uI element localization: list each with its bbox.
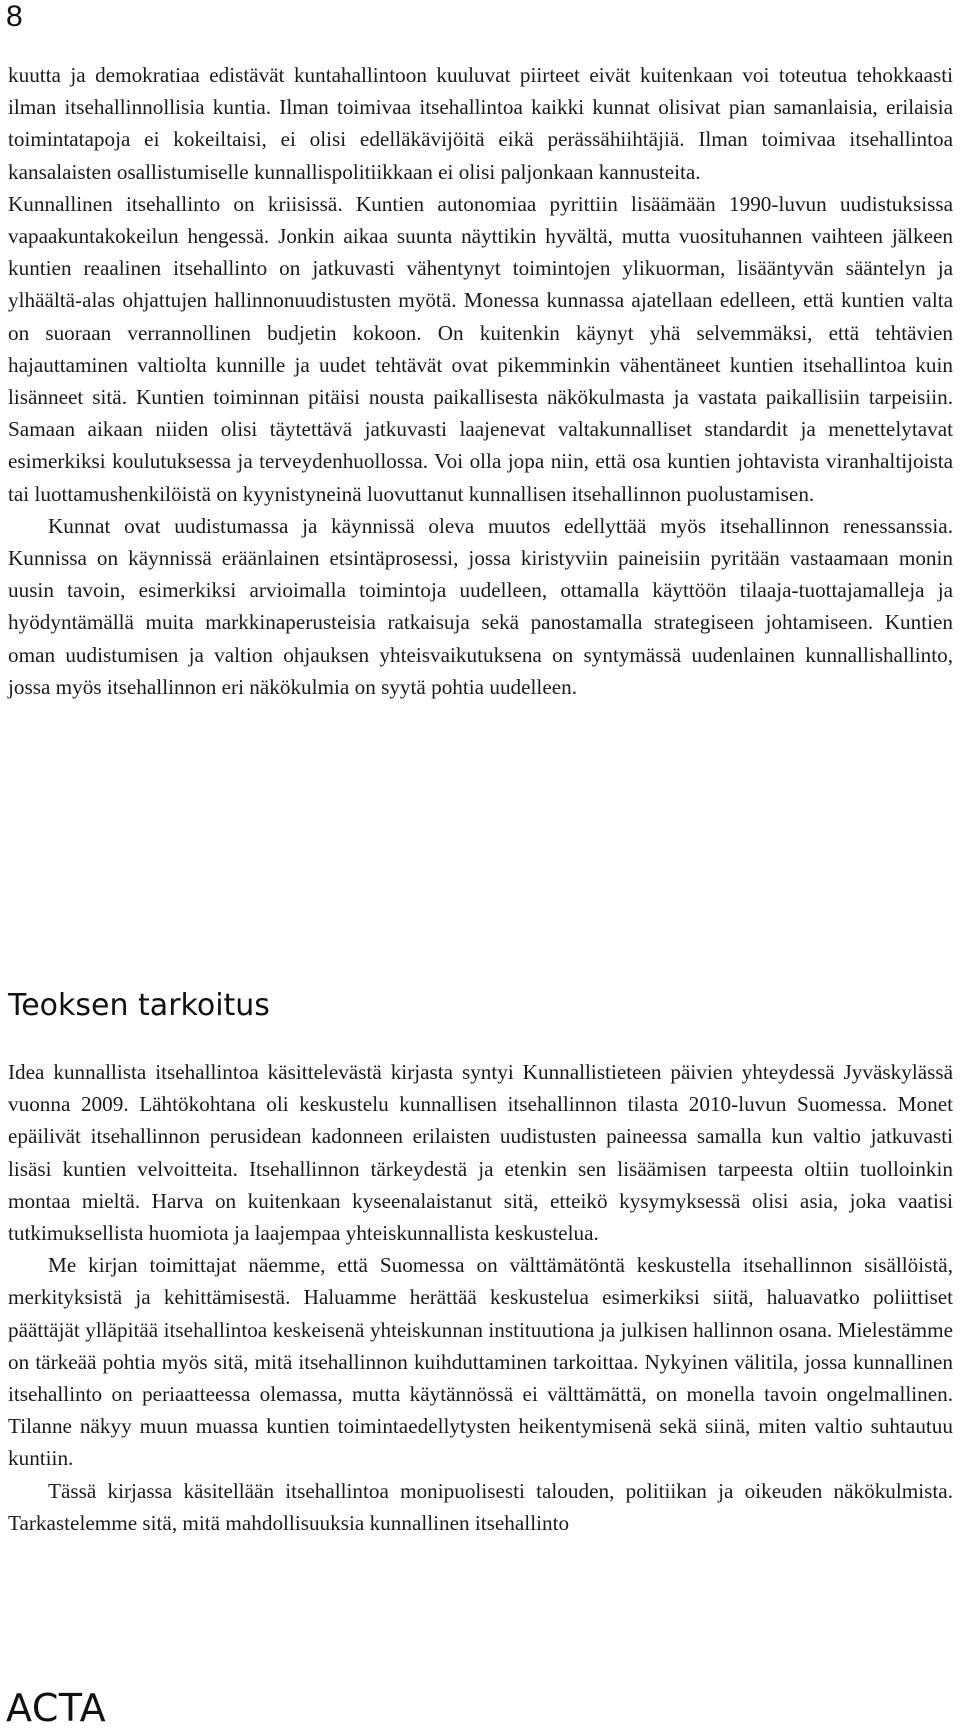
body-text-section-2 bbox=[8, 1056, 953, 1539]
paragraph: kuutta ja demokratiaa edistävät kuntahallintoon kuuluvat piirteet eivät kuitenkaan voi toteutua tehokkaasti ilman itsehallinnollisia kuntia. Ilman toimivaa itsehallintoa kaikki kunnat olisivat pian samanlaisia, erilaisia toimintatapoja ei kokeiltaisi, ei olisi edelläkävijöitä eikä perässähiihtäjiä. Ilman toimivaa itsehallintoa kansalaisten osallistumiselle kunnallispolitiikkaan ei olisi paljonkaan kannusteita. bbox=[8, 63, 953, 184]
paragraph: Idea kunnallista itsehallintoa käsittelevästä kirjasta syntyi Kunnallistieteen päivien yhteydessä Jyväskylässä vuonna 2009. Lähtökohtana oli keskustelu kunnallisen itsehallinnon tilasta 2010-luvun Suomessa. Monet epäilivät itsehallinnon perusidean kadonneen erilaisten uudistusten paineessa samalla kun valtio jatkuvasti lisäsi kuntien velvoitteita. Itsehallinnon tärkeydestä ja etenkin sen lisäämisen tarpeesta oltiin tuolloinkin montaa mieltä. Harva on kuitenkaan kyseenalaistanut sitä, etteikö kysymyksessä olisi asia, joka vaatisi tutkimuksellista huomiota ja laajempaa yhteiskunnallista keskustelua. bbox=[8, 1060, 953, 1246]
paragraph: Kunnallinen itsehallinto on kriisissä. Kuntien autonomiaa pyrittiin lisäämään 1990-luvun uudistuksissa vapaakuntakokeilun hengessä. Jonkin aikaa suunta näyttikin hyvältä, mutta vuosituhannen vaihteen jälkeen kuntien reaalinen itsehallinto on jatkuvasti vähentynyt toimintojen ylikuorman, lisääntyvän sääntelyn ja ylhäältä-alas ohjattujen hallinnonuudistusten myötä. Monessa kunnassa ajatellaan edelleen, että kuntien valta on suoraan verrannollinen budjetin kokoon. On kuitenkin käynyt yhä selvemmäksi, että tehtävien hajauttaminen valtiolta kunnille ja uudet tehtävät ovat pikemminkin vähentäneet kuntien itsehallintoa kuin lisänneet sitä. Kuntien toiminnan pitäisi nousta paikallisesta näkökulmasta ja vastata paikallisiin tarpeisiin. Samaan aikaan niiden olisi täytettävä jatkuvasti laajenevat valtakunnalliset standardit ja menettelytavat esimerkiksi koulutuksessa ja terveydenhuollossa. Voi olla jopa niin, että osa kuntien johtavista viranhaltijoista tai luottamushenkilöistä on kyynistyneinä luovuttanut kunnallisen itsehallinnon puolustamisen. bbox=[8, 191, 953, 506]
section-heading: Teoksen tarkoitus bbox=[8, 988, 270, 1023]
body-text-section-1 bbox=[8, 59, 953, 703]
series-logo: ACTA bbox=[6, 1686, 107, 1730]
paragraph: Tässä kirjassa käsitellään itsehallintoa monipuolisesti talouden, politiikan ja oikeuden näkökulmista. Tarkastelemme sitä, mitä mahdollisuuksia kunnallinen itsehallinto bbox=[8, 1478, 953, 1535]
paragraph: Kunnat ovat uudistumassa ja käynnissä oleva muutos edellyttää myös itsehallinnon renessanssia. Kunnissa on käynnissä eräänlainen etsintäprosessi, jossa kiristyviin paineisiin pyritään vastaamaan monin uusin tavoin, esimerkiksi arvioimalla toimintoja uudelleen, ottamalla käyttöön tilaaja-tuottajamalleja ja hyödyntämällä muita markkinaperusteisia ratkaisuja sekä panostamalla strategiseen johtamiseen. Kuntien oman uudistumisen ja valtion ohjauksen yhteisvaikutuksena on syntymässä uudenlainen kunnallishallinto, jossa myös itsehallinnon eri näkökulmia on syytä pohtia uudelleen. bbox=[8, 513, 953, 699]
paragraph: Me kirjan toimittajat näemme, että Suomessa on välttämätöntä keskustella itsehallinnon sisällöistä, merkityksistä ja kehittämisestä. Haluamme herättää keskustelua esimerkiksi siitä, haluavatko poliittiset päättäjät ylläpitää itsehallintoa keskeisenä yhteiskunnan instituutiona ja julkisen hallinnon osana. Mielestämme on tärkeää pohtia myös sitä, mitä itsehallinnon kuihduttaminen tarkoittaa. Nykyinen välitila, jossa kunnallinen itsehallinto on periaatteessa olemassa, mutta käytännössä ei välttämättä, on monella tavoin ongelmallinen. Tilanne näkyy muun muassa kuntien toimintaedellytysten heikentymisenä sekä siinä, miten valtio suhtautuu kuntiin. bbox=[8, 1253, 953, 1471]
page-number: 8 bbox=[6, 0, 23, 33]
